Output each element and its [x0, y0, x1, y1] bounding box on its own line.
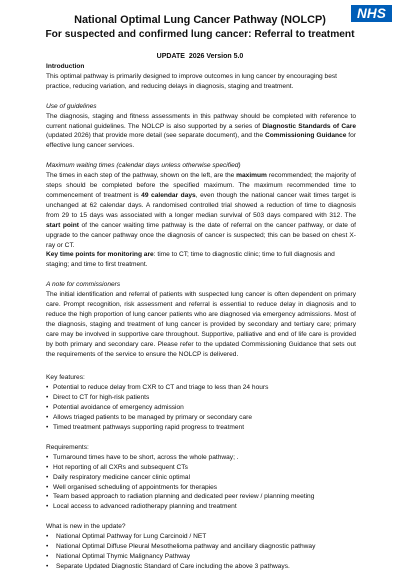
list-item: • Direct to CT for high-risk patients [46, 393, 356, 403]
commissioners-heading: A note for commissioners [46, 281, 121, 289]
key-features-list [46, 383, 356, 433]
nhs-logo: NHS [351, 5, 392, 22]
requirements-heading: Requirements: [46, 443, 89, 451]
key-features-heading: Key features: [46, 374, 85, 382]
update-version: UPDATE 2026 Version 5.0 [156, 53, 244, 60]
waiting-times-text: The times in each step of the pathway, shown on the left, are the maximum recommended; the majority of steps should be completed before the specified maximum. The maximum recommended time to commencement of treatment is 49 calendar days, even though the national cancer wait times target is unchanged at 62 calendar days. A randomised controlled trial showed a reduction of time to diagnosis from 29 to 15 days was associated with a longer median survival of 503 days compared with 312. The start point of the cancer waiting time pathway is the date of referral on the cancer pathway, or date of upgrade to the cancer pathway once the diagnosis of cancer is suspected; this can be based on chest X-ray or CT. [46, 172, 356, 249]
guidelines-text: The diagnosis, staging and fitness assessments in this pathway should be completed with reference to current national guidelines. The NOLCP is also supported by a series of Diagnostic Standards of Care (updated 2026) that provide more detail (see separate document), and the Commissioning Guidance for effective lung cancer services. [46, 112, 357, 150]
waiting-times-heading: Maximum waiting times (calendar days unless otherwise specified) [46, 162, 241, 170]
requirements-list [46, 453, 356, 512]
page-title: National Optimal Lung Cancer Pathway (NOLCP) [74, 14, 326, 26]
list-item: • Turnaround times have to be short, across the whole pathway; . [46, 453, 356, 463]
intro-text: This optimal pathway is primarily designed to improve outcomes in lung cancer by encouraging best practice, reducing variation, and reducing delays in diagnosis, staging and treatment. [46, 72, 338, 90]
commissioners-text: The initial identification and referral of patients with suspected lung cancer is often dependent on primary care. Prompt recognition, risk assessment and referral is essential to reduce delay in diagnosis and to reduce the high proportion of lung cancer patients who are diagnosed via emergency admissions. Most of the diagnosis, staging and treatment of lung cancer is provided by secondary and tertiary care; primary care may be involved in supportive care throughout. Supportive, palliative and end of life care is provided by both primary and secondary care. Please refer to the updated Commissioning Guidance that sets out the requirements of the service to ensure the NOLCP is delivered. [46, 291, 356, 358]
list-item: • National Optimal Diffuse Pleural Mesothelioma pathway and ancillary diagnostic pathway [46, 542, 356, 552]
list-item: • Hot reporting of all CXRs and subsequent CTs [46, 463, 356, 473]
whats-new-heading: What is new in the update? [46, 523, 126, 531]
list-item: • Potential to reduce delay from CXR to CT and triage to less than 24 hours [46, 383, 356, 393]
list-item: • Allows triaged patients to be managed by primary or secondary care [46, 413, 356, 423]
guidelines-heading: Use of guidelines [46, 102, 97, 110]
list-item: • National Optimal Thymic Malignancy Pathway [46, 552, 356, 562]
whats-new-list [46, 532, 356, 572]
list-item: • National Optimal Pathway for Lung Carcinoid / NET [46, 532, 356, 542]
document-body [46, 62, 356, 572]
list-item: • Potential avoidance of emergency admission [46, 403, 356, 413]
list-item: • Well organised scheduling of appointments for therapies [46, 483, 356, 493]
list-item: • Team based approach to radiation planning and dedicated peer review / planning meeting [46, 492, 356, 502]
list-item: • Daily respiratory medicine cancer clinic optimal [46, 473, 356, 483]
intro-heading: Introduction [46, 63, 85, 70]
key-time-points: Key time points for monitoring are: time to CT; time to diagnostic clinic; time to full diagnosis and staging; and time to first treatment. [46, 251, 335, 269]
list-item: • Separate Updated Diagnostic Standard of Care including the above 3 pathways. [46, 562, 356, 572]
list-item: • Local access to advanced radiotherapy planning and treatment [46, 502, 356, 512]
page-subtitle: For suspected and confirmed lung cancer: Referral to treatment [45, 29, 355, 40]
list-item: • Timed treatment pathways supporting rapid progress to treatment [46, 423, 356, 433]
